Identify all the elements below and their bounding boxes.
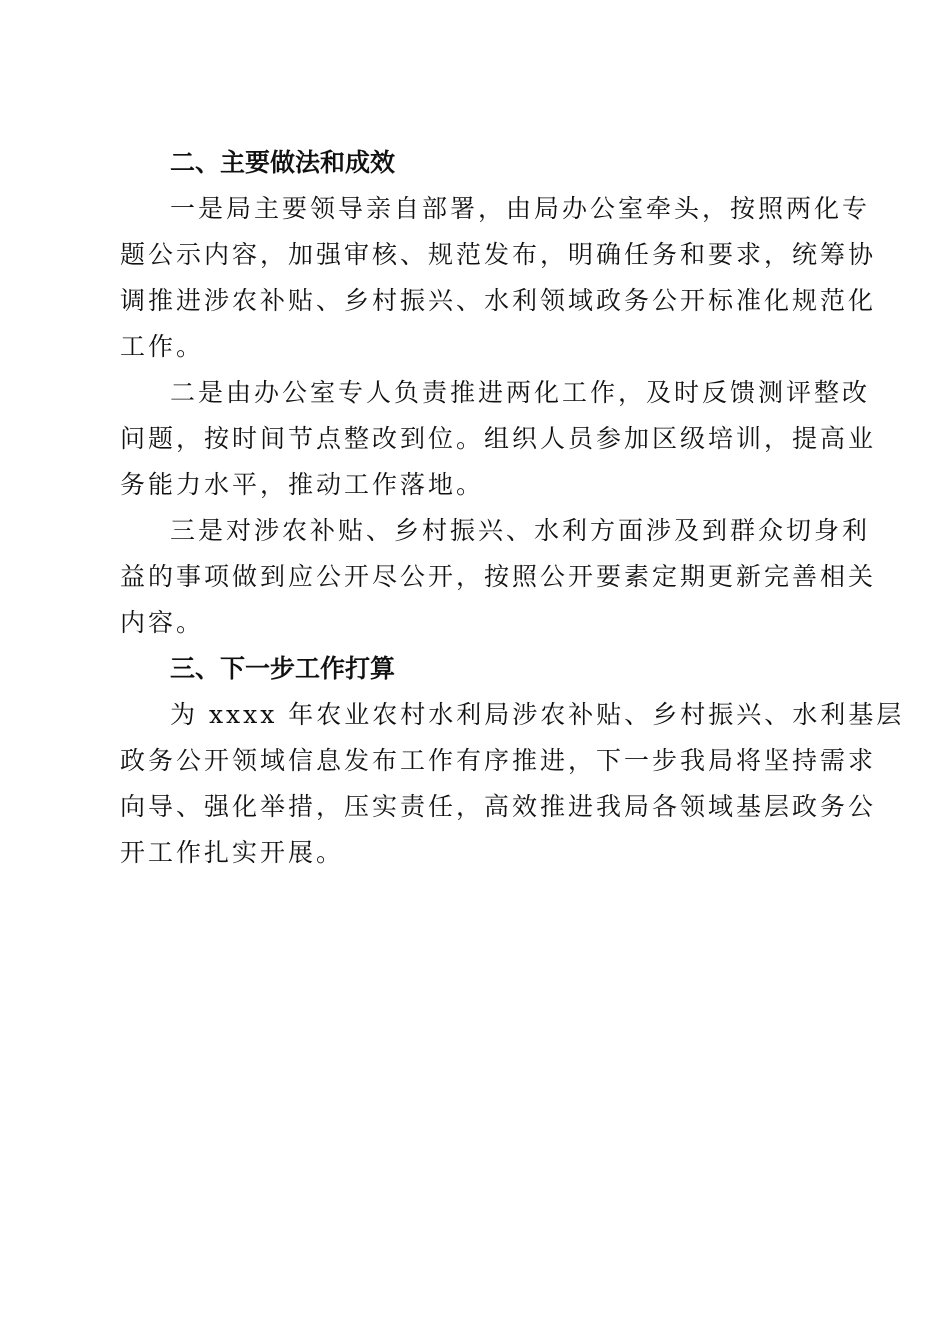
paragraph-leadership-deployment — [120, 186, 877, 370]
document-body — [120, 140, 905, 876]
text-line: 为 xxxx 年农业农村水利局涉农补贴、乡村振兴、水利基层 — [170, 700, 905, 729]
text-line: 调推进涉农补贴、乡村振兴、水利领域政务公开标准化规范化 — [120, 286, 877, 315]
paragraph-dedicated-staff — [120, 370, 877, 508]
text-line: 益的事项做到应公开尽公开，按照公开要素定期更新完善相关 — [120, 562, 877, 591]
text-line: 开工作扎实开展。 — [120, 838, 345, 867]
text-line: 工作。 — [120, 332, 205, 361]
text-line: 务能力水平，推动工作落地。 — [120, 470, 485, 499]
text-line: 内容。 — [120, 608, 205, 637]
paragraph-next-step-plan — [120, 692, 905, 876]
text-line: 问题，按时间节点整改到位。组织人员参加区级培训，提高业 — [120, 424, 877, 453]
section-heading-next-steps: 三、下一步工作打算 — [170, 654, 396, 683]
text-line: 一是局主要领导亲自部署，由局办公室牵头，按照两化专 — [170, 194, 871, 223]
text-line: 三是对涉农补贴、乡村振兴、水利方面涉及到群众切身利 — [170, 516, 871, 545]
text-line: 向导、强化举措，压实责任，高效推进我局各领域基层政务公 — [120, 792, 877, 821]
paragraph-public-disclosure — [120, 508, 877, 646]
text-line: 政务公开领域信息发布工作有序推进，下一步我局将坚持需求 — [120, 746, 877, 775]
text-line: 二是由办公室专人负责推进两化工作，及时反馈测评整改 — [170, 378, 871, 407]
text-line: 题公示内容，加强审核、规范发布，明确任务和要求，统筹协 — [120, 240, 877, 269]
section-heading-main-measures: 二、主要做法和成效 — [170, 148, 396, 177]
